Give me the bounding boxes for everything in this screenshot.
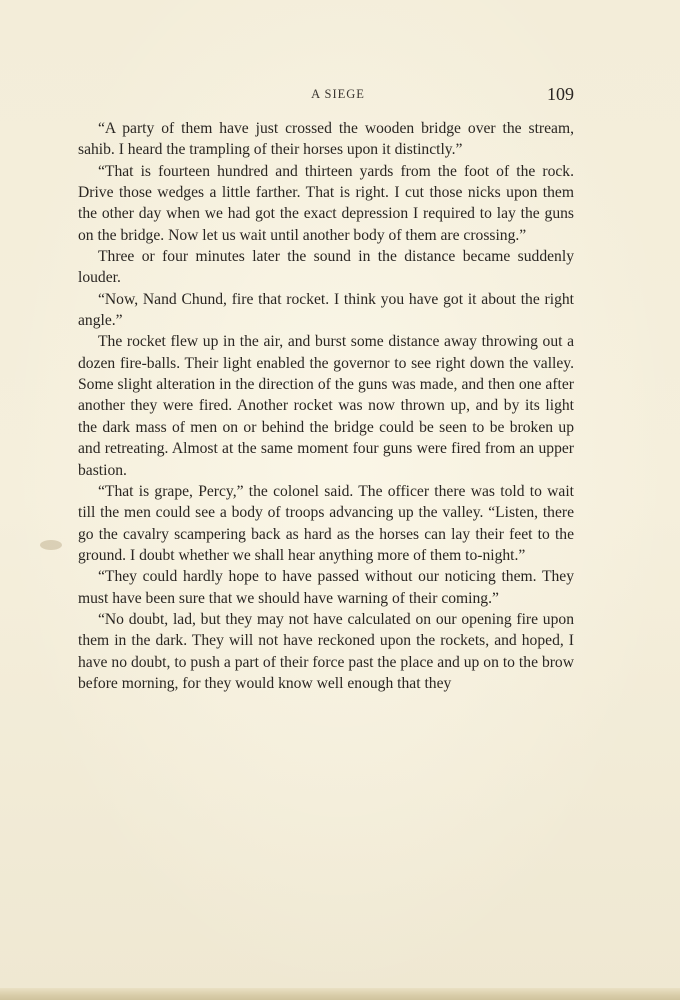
- page-header: [78, 84, 574, 108]
- page-number: 109: [547, 84, 574, 104]
- paragraph-1: “A party of them have just crossed the wooden bridge over the stream, sahib. I heard the trampling of their horses upon it distinctly.”: [78, 120, 574, 159]
- paper-smudge: [40, 540, 62, 550]
- paragraph-4: “Now, Nand Chund, fire that rocket. I think you have got it about the right angle.”: [78, 290, 574, 330]
- paragraph-2: “That is fourteen hundred and thirteen yards from the foot of the rock. Drive those wedges a little farther. That is right. I cut those nicks upon them the other day when we had got the exact depression I required to lay the guns on the bridge. Now let us wait until another body of them are crossing.”: [78, 162, 574, 244]
- running-title: A SIEGE: [311, 87, 365, 101]
- paragraph-6: “That is grape, Percy,” the colonel said. The officer there was told to wait till the men could see a body of troops advancing up the valley. “Listen, there go the cavalry scampering back as hard as the horses can lay their feet to the ground. I doubt whether we shall hear anything more of them to-night.”: [78, 482, 574, 564]
- paragraph-3: Three or four minutes later the sound in the distance became suddenly louder.: [78, 248, 574, 287]
- page-bottom-edge: [0, 988, 680, 1000]
- paragraph-8: “No doubt, lad, but they may not have calculated on our opening fire upon them in the dark. They will not have reckoned upon the rockets, and hoped, I have no doubt, to push a part of their force past the place and up on to the brow before morning, for they would know well enough that they: [78, 610, 574, 692]
- paragraph-7: “They could hardly hope to have passed without our noticing them. They must have been sure that we should have warning of their coming.”: [78, 568, 574, 607]
- paragraph-5: The rocket flew up in the air, and burst some distance away throwing out a dozen fire-balls. Their light enabled the governor to see right down the valley. Some slight alteration in the direction of the guns was made, and then one after another they were fired. Another rocket was now thrown up, and by its light the dark mass of men on or behind the bridge could be seen to be broken up and retreating. Almost at the same moment four guns were fired from an upper bastion.: [78, 333, 574, 479]
- body-text: [78, 118, 574, 694]
